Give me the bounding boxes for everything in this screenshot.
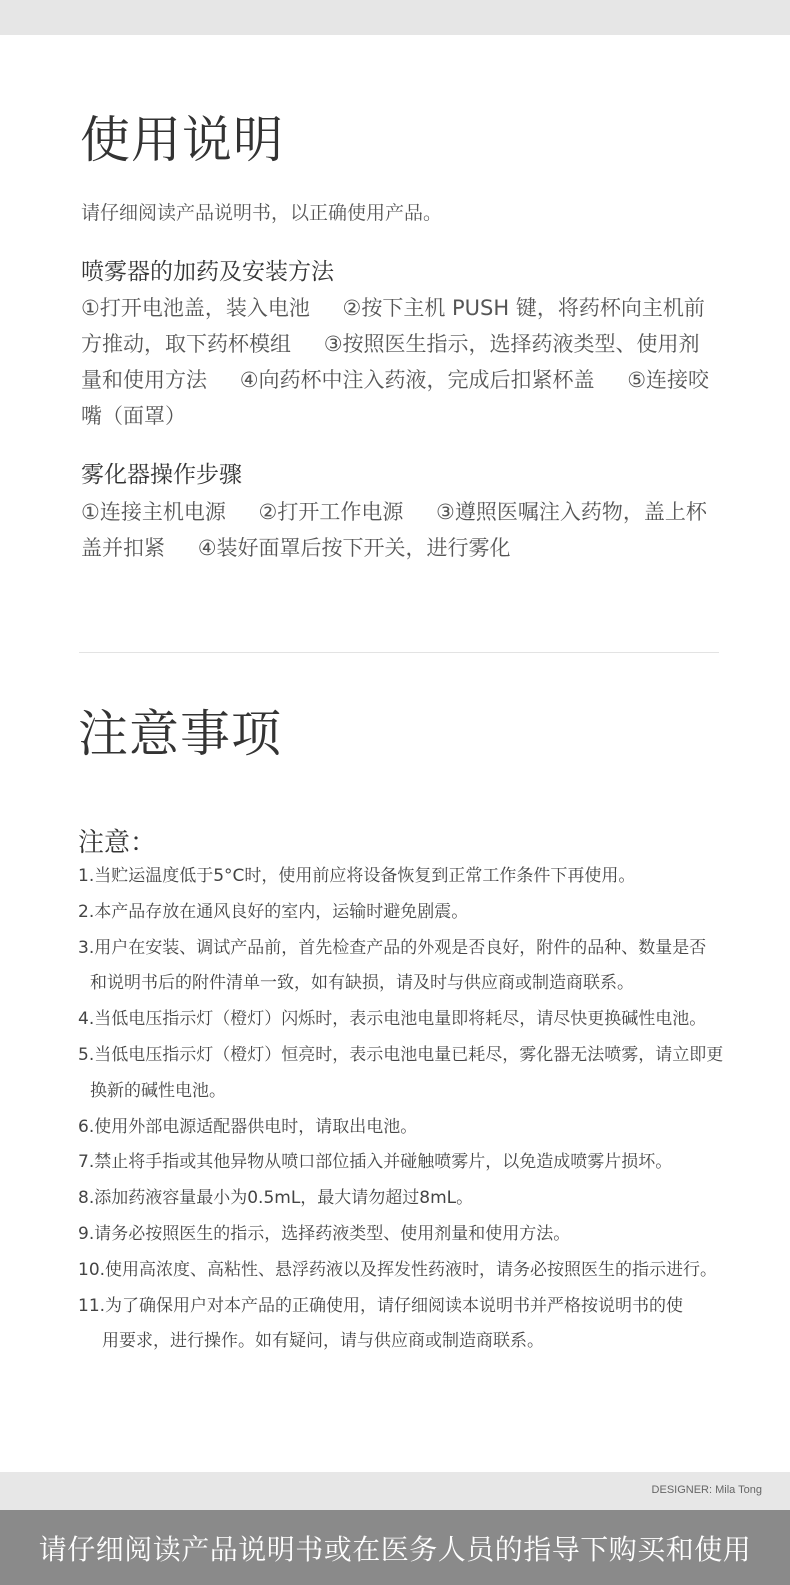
section1-step-1: ①打开电池盖，装入电池 [81,296,310,320]
precaution-item-8 [78,1181,728,1217]
precaution-item-6 [78,1110,728,1146]
section2-step-4: ④装好面罩后按下开关，进行雾化 [197,536,511,560]
precaution-text: 7.禁止将手指或其他异物从喷口部位插入并碰触喷雾片，以免造成喷雾片损坏。 [78,1152,673,1173]
section1-step-4: ④向药杯中注入药液，完成后扣紧杯盖 [239,368,595,392]
section-divider [79,652,719,653]
top-band [0,0,790,35]
precaution-item-3 [78,931,728,1003]
designer-credit: DESIGNER: Mila Tong [651,1484,762,1496]
precaution-text: 2.本产品存放在通风良好的室内，运输时避免剧震。 [78,901,469,922]
precaution-continuation: 换新的碱性电池。 [90,1080,226,1101]
section2-step-3: ③遵照医嘱注入药物，盖上杯盖并扣紧 [81,500,707,560]
section1-heading: 喷雾器的加药及安装方法 [81,259,334,285]
precaution-item-11 [78,1289,728,1361]
section2-heading: 雾化器操作步骤 [81,462,242,488]
precaution-item-2 [78,895,728,931]
footer-bar [0,1510,790,1585]
precaution-text: 5.当低电压指示灯（橙灯）恒亮时，表示电池电量已耗尽，雾化器无法喷雾，请立即更 [78,1044,724,1065]
precaution-item-7 [78,1145,728,1181]
precaution-text: 4.当低电压指示灯（橙灯）闪烁时，表示电池电量即将耗尽，请尽快更换碱性电池。 [78,1009,707,1030]
precaution-text: 1.当贮运温度低于5°C时，使用前应将设备恢复到正常工作条件下再使用。 [78,866,636,886]
precaution-text: 9.请务必按照医生的指示，选择药液类型、使用剂量和使用方法。 [78,1223,571,1244]
precaution-text: 11.为了确保用户对本产品的正确使用，请仔细阅读本说明书并严格按说明书的使 [78,1295,684,1316]
usage-intro: 请仔细阅读产品说明书，以正确使用产品。 [81,202,443,224]
precaution-text: 6.使用外部电源适配器供电时，请取出电池。 [78,1116,418,1137]
section2-step-2: ②打开工作电源 [258,500,404,524]
section2-step-1: ①连接主机电源 [81,500,226,524]
precaution-item-5 [78,1038,728,1110]
precaution-text: 10.使用高浓度、高粘性、悬浮药液以及挥发性药液时，请务必按照医生的指示进行。 [78,1259,718,1280]
footer-text: 请仔细阅读产品说明书或在医务人员的指导下购买和使用 [38,1532,752,1566]
precaution-text: 8.添加药液容量最小为0.5mL，最大请勿超过8mL。 [78,1188,474,1209]
precaution-item-4 [78,1002,728,1038]
section2-steps [81,494,711,566]
section1-steps [81,290,711,434]
precautions-subtitle: 注意： [78,828,157,858]
precautions-title: 注意事项 [78,705,282,763]
precaution-continuation: 和说明书后的附件清单一致，如有缺损，请及时与供应商或制造商联系。 [90,973,634,994]
precaution-text: 3.用户在安装、调试产品前，首先检查产品的外观是否良好，附件的品种、数量是否 [78,937,707,958]
precaution-item-1 [78,859,728,895]
precaution-item-10 [78,1253,728,1289]
precaution-continuation: 用要求，进行操作。如有疑问，请与供应商或制造商联系。 [102,1331,544,1352]
section1-step-5: ⑤连接咬嘴（面罩） [81,368,710,428]
section1-step-3: ③按照医生指示，选择药液类型、使用剂量和使用方法 [81,332,700,392]
usage-title: 使用说明 [80,111,284,169]
section1-step-2: ②按下主机 PUSH 键，将药杯向主机前方推动，取下药杯模组 [81,296,705,356]
precautions-list [78,859,728,1360]
precaution-item-9 [78,1217,728,1253]
